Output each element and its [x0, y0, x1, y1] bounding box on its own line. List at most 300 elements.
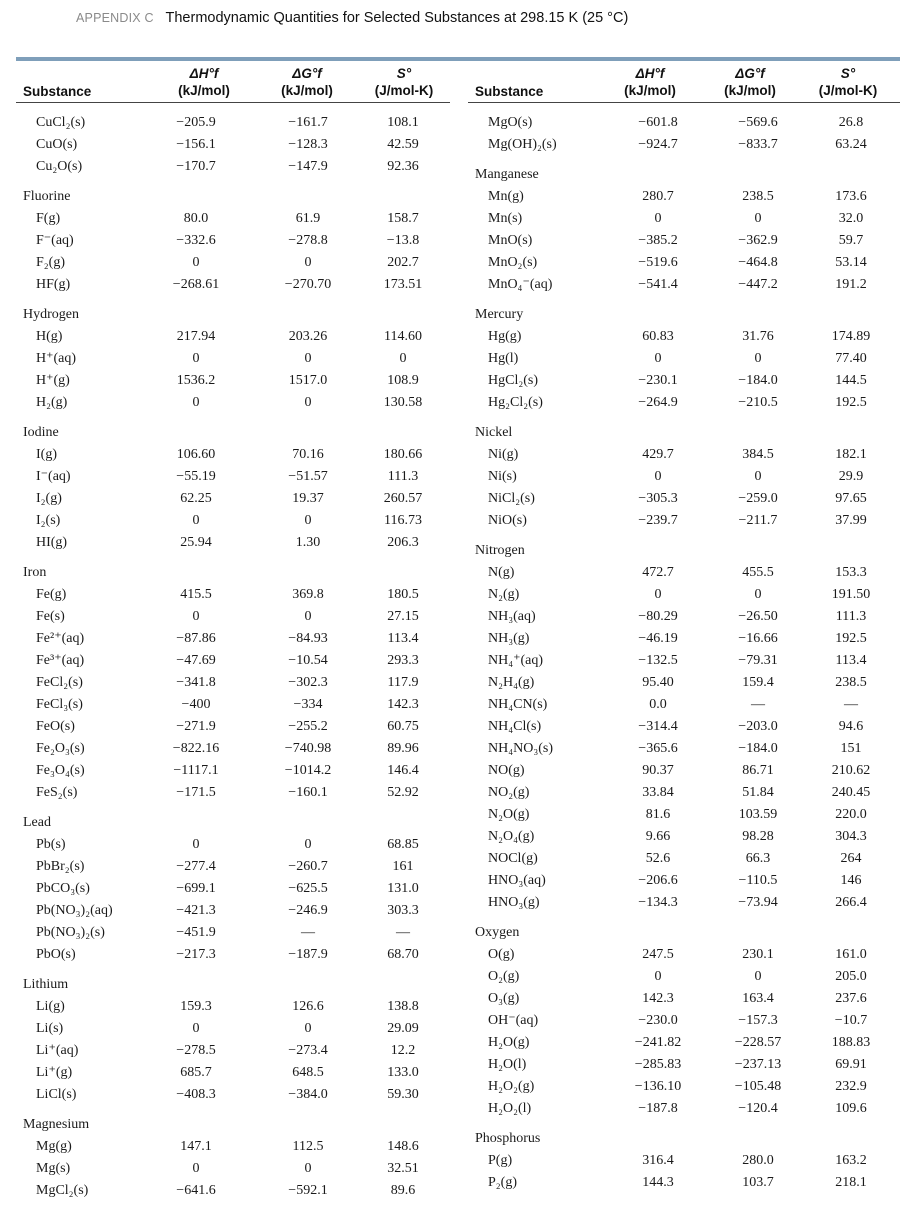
gibbs-value: −740.98: [284, 741, 332, 756]
gibbs-value: −278.8: [288, 233, 328, 248]
col-substance: Substance: [23, 84, 92, 99]
table-row: [16, 1062, 450, 1084]
entropy-value: 158.7: [387, 211, 419, 226]
table-row: [16, 326, 450, 348]
table-row: [16, 782, 450, 804]
table-row: [16, 856, 450, 878]
entropy-value: 180.5: [387, 587, 419, 602]
category-label: Lead: [23, 815, 51, 830]
substance-name: HI(g): [36, 535, 68, 550]
gibbs-value: −161.7: [288, 115, 328, 130]
gibbs-value: −260.7: [288, 859, 328, 874]
substance-name: Fe₃O₄(s): [36, 763, 85, 778]
gibbs-value: −447.2: [738, 277, 778, 292]
substance-name: I₂(g): [36, 491, 62, 506]
enthalpy-value: −699.1: [176, 881, 216, 896]
category-heading: [16, 422, 450, 444]
table-row: [468, 628, 900, 650]
row-spacer: [468, 1120, 900, 1128]
table-row: [468, 1076, 900, 1098]
table-row: [468, 326, 900, 348]
col-entropy: S° (J/mol-K): [818, 66, 878, 98]
gibbs-value: 0: [754, 469, 762, 484]
entropy-value: 191.2: [835, 277, 867, 292]
gibbs-value: 0: [304, 837, 312, 852]
table-row: [16, 716, 450, 738]
table-row: [468, 1098, 900, 1120]
entropy-value: 0: [399, 351, 407, 366]
enthalpy-value: 0: [654, 587, 662, 602]
gibbs-value: −120.4: [738, 1101, 778, 1116]
gibbs-value: 103.7: [742, 1175, 774, 1190]
gibbs-value: −211.7: [738, 513, 778, 528]
gibbs-value: 70.16: [292, 447, 324, 462]
gibbs-value: 98.28: [742, 829, 774, 844]
enthalpy-value: 142.3: [642, 991, 674, 1006]
enthalpy-value: 9.66: [645, 829, 671, 844]
substance-name: MgO(s): [488, 115, 533, 130]
gibbs-value: −237.13: [734, 1057, 782, 1072]
substance-name: N(g): [488, 565, 515, 580]
gibbs-value: —: [301, 925, 315, 940]
table-row: [468, 944, 900, 966]
table-row: [468, 870, 900, 892]
entropy-value: 206.3: [387, 535, 419, 550]
enthalpy-value: −80.29: [638, 609, 678, 624]
table-row: [16, 1136, 450, 1158]
page-header: [76, 10, 628, 26]
enthalpy-value: 429.7: [642, 447, 674, 462]
table-row: [468, 782, 900, 804]
table-row: [16, 1158, 450, 1180]
category-heading: [16, 1114, 450, 1136]
enthalpy-value: 106.60: [176, 447, 216, 462]
entropy-value: 133.0: [387, 1065, 419, 1080]
gibbs-value: 0: [754, 587, 762, 602]
table-row: [16, 694, 450, 716]
entropy-value: 114.60: [384, 329, 422, 344]
gibbs-value: 31.76: [742, 329, 774, 344]
entropy-value: −10.7: [834, 1013, 868, 1028]
gibbs-value: 280.0: [742, 1153, 774, 1168]
enthalpy-value: −205.9: [176, 115, 216, 130]
gibbs-value: 61.9: [295, 211, 321, 226]
entropy-value: 146.4: [387, 763, 419, 778]
entropy-value: 237.6: [835, 991, 867, 1006]
table-row: [16, 392, 450, 414]
table-row: [468, 672, 900, 694]
gibbs-value: −362.9: [738, 233, 778, 248]
substance-name: H⁺(g): [36, 373, 70, 388]
enthalpy-value: 217.94: [176, 329, 216, 344]
table-row: [16, 370, 450, 392]
gibbs-value: −228.57: [734, 1035, 782, 1050]
table-row: [468, 466, 900, 488]
gibbs-value: −464.8: [738, 255, 778, 270]
enthalpy-value: −365.6: [638, 741, 678, 756]
row-spacer: [16, 296, 450, 304]
entropy-value: 174.89: [831, 329, 871, 344]
table-row: [468, 348, 900, 370]
enthalpy-value: 0.0: [649, 697, 667, 712]
enthalpy-value: −332.6: [176, 233, 216, 248]
enthalpy-value: 247.5: [642, 947, 674, 962]
page-title: Thermodynamic Quantities for Selected Substances at 298.15 K (25 °C): [165, 10, 629, 26]
substance-name: LiCl(s): [36, 1087, 77, 1102]
substance-name: PbCO₃(s): [36, 881, 90, 896]
entropy-value: 29.9: [838, 469, 864, 484]
table-row: [16, 1018, 450, 1040]
gibbs-value: −302.3: [288, 675, 328, 690]
substance-name: HF(g): [36, 277, 71, 292]
entropy-value: 52.92: [387, 785, 419, 800]
row-spacer: [16, 966, 450, 974]
table-row: [468, 230, 900, 252]
substance-name: Hg₂Cl₂(s): [488, 395, 543, 410]
entropy-value: 131.0: [387, 881, 419, 896]
enthalpy-value: −924.7: [638, 137, 678, 152]
table-row: [468, 134, 900, 156]
table-row: [16, 444, 450, 466]
entropy-value: 264: [840, 851, 862, 866]
substance-name: I⁻(aq): [36, 469, 71, 484]
entropy-value: 260.57: [383, 491, 423, 506]
substance-name: NH₄CN(s): [488, 697, 548, 712]
entropy-value: 192.5: [835, 631, 867, 646]
substance-name: Pb(NO₃)₂(s): [36, 925, 105, 940]
category-label: Mercury: [475, 307, 524, 322]
substance-name: Hg(g): [488, 329, 522, 344]
substance-name: PbO(s): [36, 947, 76, 962]
entropy-value: 63.24: [835, 137, 867, 152]
substance-name: N₂O(g): [488, 807, 530, 822]
category-heading: [468, 422, 900, 444]
category-label: Fluorine: [23, 189, 71, 204]
gibbs-value: −10.54: [288, 653, 328, 668]
gibbs-value: −84.93: [288, 631, 328, 646]
entropy-value: 113.4: [387, 631, 419, 646]
gibbs-value: 19.37: [292, 491, 324, 506]
enthalpy-value: 159.3: [180, 999, 212, 1014]
category-heading: [16, 186, 450, 208]
enthalpy-value: 472.7: [642, 565, 674, 580]
entropy-value: 205.0: [835, 969, 867, 984]
table-row: [16, 1040, 450, 1062]
entropy-value: 32.0: [838, 211, 864, 226]
col-enthalpy: ΔH°f (kJ/mol): [624, 66, 676, 98]
entropy-value: 218.1: [835, 1175, 867, 1190]
enthalpy-value: 0: [192, 395, 200, 410]
table-row: [16, 834, 450, 856]
category-heading: [16, 562, 450, 584]
entropy-value: 117.9: [387, 675, 419, 690]
category-label: Nitrogen: [475, 543, 525, 558]
gibbs-value: 112.5: [292, 1139, 324, 1154]
enthalpy-value: −230.1: [638, 373, 678, 388]
table-row: [16, 532, 450, 554]
substance-name: MnO(s): [488, 233, 533, 248]
table-row: [468, 562, 900, 584]
substance-name: NH₄⁺(aq): [488, 653, 544, 668]
substance-name: CuO(s): [36, 137, 78, 152]
enthalpy-value: −46.19: [638, 631, 678, 646]
row-spacer: [16, 804, 450, 812]
category-label: Nickel: [475, 425, 513, 440]
enthalpy-value: −314.4: [638, 719, 678, 734]
entropy-value: 188.83: [831, 1035, 871, 1050]
gibbs-value: 0: [304, 255, 312, 270]
substance-name: NiCl₂(s): [488, 491, 535, 506]
entropy-value: 68.70: [387, 947, 419, 962]
substance-name: Fe₂O₃(s): [36, 741, 85, 756]
gibbs-value: 0: [754, 351, 762, 366]
substance-name: N₂O₄(g): [488, 829, 535, 844]
table-row: [468, 584, 900, 606]
gibbs-value: 455.5: [742, 565, 774, 580]
enthalpy-value: −822.16: [172, 741, 220, 756]
category-label: Lithium: [23, 977, 69, 992]
enthalpy-value: −134.3: [638, 895, 678, 910]
table-row: [468, 274, 900, 296]
substance-name: FeCl₂(s): [36, 675, 83, 690]
col-gibbs: ΔG°f (kJ/mol): [724, 66, 776, 98]
entropy-value: 153.3: [835, 565, 867, 580]
enthalpy-value: −271.9: [176, 719, 216, 734]
entropy-value: 69.91: [835, 1057, 867, 1072]
category-heading: [16, 304, 450, 326]
right-table: [468, 62, 900, 1194]
entropy-value: 32.51: [387, 1161, 419, 1176]
gibbs-value: −160.1: [288, 785, 328, 800]
entropy-value: 68.85: [387, 837, 419, 852]
gibbs-value: 159.4: [742, 675, 774, 690]
table-row: [468, 444, 900, 466]
table-row: [468, 1010, 900, 1032]
table-row: [468, 892, 900, 914]
substance-name: HNO₃(g): [488, 895, 540, 910]
substance-name: MgCl₂(s): [36, 1183, 89, 1198]
entropy-value: 232.9: [835, 1079, 867, 1094]
substance-name: O₃(g): [488, 991, 520, 1006]
gibbs-value: −384.0: [288, 1087, 328, 1102]
entropy-value: 240.45: [831, 785, 871, 800]
gibbs-value: −255.2: [288, 719, 328, 734]
entropy-value: 12.2: [390, 1043, 416, 1058]
table-row: [16, 944, 450, 966]
table-row: [16, 1180, 450, 1202]
entropy-value: 53.14: [835, 255, 867, 270]
enthalpy-value: 81.6: [645, 807, 671, 822]
entropy-value: 138.8: [387, 999, 419, 1014]
gibbs-value: 0: [304, 1161, 312, 1176]
enthalpy-value: −132.5: [638, 653, 678, 668]
category-heading: [468, 922, 900, 944]
substance-name: H₂O(g): [488, 1035, 530, 1050]
category-heading: [468, 540, 900, 562]
entropy-value: —: [396, 925, 410, 940]
table-header: [468, 62, 900, 103]
substance-name: N₂H₄(g): [488, 675, 535, 690]
enthalpy-value: −341.8: [176, 675, 216, 690]
enthalpy-value: 0: [192, 351, 200, 366]
entropy-value: 26.8: [838, 115, 864, 130]
gibbs-value: −203.0: [738, 719, 778, 734]
table-row: [468, 1172, 900, 1194]
table-row: [16, 996, 450, 1018]
substance-name: Fe(g): [36, 587, 67, 602]
table-row: [468, 112, 900, 134]
substance-name: H(g): [36, 329, 63, 344]
table-row: [16, 760, 450, 782]
entropy-value: 142.3: [387, 697, 419, 712]
table-row: [16, 134, 450, 156]
table-row: [468, 650, 900, 672]
substance-name: P₂(g): [488, 1175, 517, 1190]
substance-name: Hg(l): [488, 351, 519, 366]
gibbs-value: 230.1: [742, 947, 774, 962]
entropy-value: 27.15: [387, 609, 419, 624]
gibbs-value: 0: [304, 395, 312, 410]
entropy-value: 202.7: [387, 255, 419, 270]
substance-name: NO(g): [488, 763, 525, 778]
substance-name: Li⁺(g): [36, 1065, 73, 1080]
substance-name: FeCl₃(s): [36, 697, 83, 712]
table-row: [16, 230, 450, 252]
enthalpy-value: −451.9: [176, 925, 216, 940]
gibbs-value: −187.9: [288, 947, 328, 962]
enthalpy-value: −277.4: [176, 859, 216, 874]
gibbs-value: 648.5: [292, 1065, 324, 1080]
table-row: [468, 1150, 900, 1172]
gibbs-value: −110.5: [738, 873, 778, 888]
substance-name: Mg(OH)₂(s): [488, 137, 557, 152]
gibbs-value: −1014.2: [284, 763, 332, 778]
enthalpy-value: −156.1: [176, 137, 216, 152]
substance-name: HNO₃(aq): [488, 873, 546, 888]
enthalpy-value: 316.4: [642, 1153, 674, 1168]
enthalpy-value: −87.86: [176, 631, 216, 646]
gibbs-value: 1517.0: [288, 373, 328, 388]
appendix-label: APPENDIX C: [76, 11, 154, 25]
table-row: [468, 208, 900, 230]
substance-name: NH₄Cl(s): [488, 719, 542, 734]
entropy-value: 173.51: [383, 277, 423, 292]
col-enthalpy: ΔH°f (kJ/mol): [178, 66, 230, 98]
entropy-value: 173.6: [835, 189, 867, 204]
table-row: [16, 510, 450, 532]
gibbs-value: 203.26: [288, 329, 328, 344]
enthalpy-value: 0: [654, 351, 662, 366]
row-spacer: [468, 414, 900, 422]
gibbs-value: 126.6: [292, 999, 324, 1014]
table-row: [468, 1054, 900, 1076]
category-label: Manganese: [475, 167, 539, 182]
substance-name: Pb(s): [36, 837, 66, 852]
entropy-value: 182.1: [835, 447, 867, 462]
gibbs-value: −184.0: [738, 741, 778, 756]
enthalpy-value: −641.6: [176, 1183, 216, 1198]
entropy-value: 303.3: [387, 903, 419, 918]
substance-name: Li(g): [36, 999, 65, 1014]
enthalpy-value: −239.7: [638, 513, 678, 528]
substance-name: CuCl₂(s): [36, 115, 86, 130]
gibbs-value: −184.0: [738, 373, 778, 388]
table-row: [16, 584, 450, 606]
gibbs-value: −259.0: [738, 491, 778, 506]
enthalpy-value: −305.3: [638, 491, 678, 506]
table-row: [468, 804, 900, 826]
table-row: [16, 738, 450, 760]
entropy-value: 130.58: [383, 395, 423, 410]
gibbs-value: −128.3: [288, 137, 328, 152]
gibbs-value: −334: [293, 697, 323, 712]
enthalpy-value: −400: [181, 697, 211, 712]
table-row: [16, 466, 450, 488]
enthalpy-value: 0: [654, 969, 662, 984]
table-row: [468, 1032, 900, 1054]
entropy-value: 59.7: [838, 233, 864, 248]
gibbs-value: 0: [304, 1021, 312, 1036]
gibbs-value: −16.66: [738, 631, 778, 646]
substance-name: NOCl(g): [488, 851, 538, 866]
gibbs-value: −569.6: [738, 115, 778, 130]
table-row: [468, 392, 900, 414]
enthalpy-value: −171.5: [176, 785, 216, 800]
enthalpy-value: 415.5: [180, 587, 212, 602]
table-row: [468, 738, 900, 760]
substance-name: H₂O₂(l): [488, 1101, 532, 1116]
entropy-value: 97.65: [835, 491, 867, 506]
category-heading: [16, 812, 450, 834]
gibbs-value: −246.9: [288, 903, 328, 918]
row-spacer: [468, 296, 900, 304]
table-row: [16, 348, 450, 370]
enthalpy-value: −408.3: [176, 1087, 216, 1102]
gibbs-value: 0: [304, 609, 312, 624]
enthalpy-value: 25.94: [180, 535, 212, 550]
substance-name: Mn(g): [488, 189, 524, 204]
category-heading: [16, 974, 450, 996]
gibbs-value: −210.5: [738, 395, 778, 410]
entropy-value: 29.09: [387, 1021, 419, 1036]
table-row: [16, 628, 450, 650]
entropy-value: 108.1: [387, 115, 419, 130]
entropy-value: 42.59: [387, 137, 419, 152]
category-label: Iron: [23, 565, 47, 580]
enthalpy-value: −285.83: [634, 1057, 682, 1072]
enthalpy-value: −421.3: [176, 903, 216, 918]
entropy-value: 192.5: [835, 395, 867, 410]
entropy-value: 94.6: [838, 719, 864, 734]
gibbs-value: −79.31: [738, 653, 778, 668]
table-row: [468, 252, 900, 274]
enthalpy-value: −47.69: [176, 653, 216, 668]
table-row: [16, 672, 450, 694]
substance-name: MnO₄⁻(aq): [488, 277, 553, 292]
table-row: [16, 208, 450, 230]
enthalpy-value: 0: [192, 837, 200, 852]
enthalpy-value: 90.37: [642, 763, 674, 778]
category-label: Iodine: [23, 425, 59, 440]
enthalpy-value: −206.6: [638, 873, 678, 888]
enthalpy-value: 52.6: [645, 851, 671, 866]
gibbs-value: 86.71: [742, 763, 774, 778]
enthalpy-value: −268.61: [172, 277, 220, 292]
substance-name: HgCl₂(s): [488, 373, 538, 388]
gibbs-value: 0: [754, 211, 762, 226]
table-row: [16, 488, 450, 510]
gibbs-value: 51.84: [742, 785, 774, 800]
